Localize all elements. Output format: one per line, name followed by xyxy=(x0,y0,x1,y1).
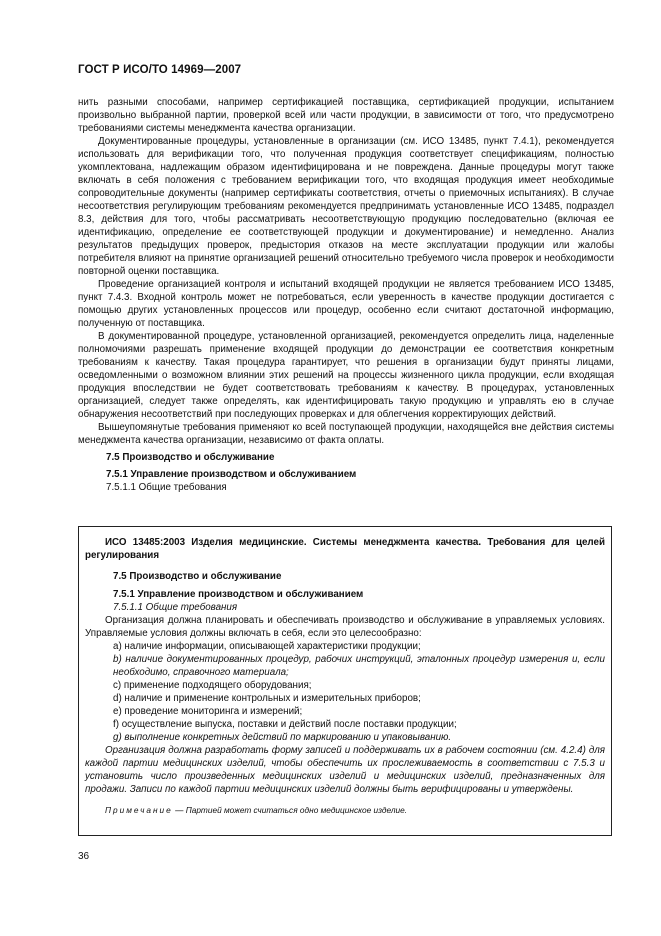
section-heading-7-5-1: 7.5.1 Управление производством и обслуживанием xyxy=(106,469,357,480)
list-item-d: d) наличие и применение контрольных и измерительных приборов; xyxy=(113,693,421,704)
list-item-f: f) осуществление выпуска, поставки и действий после поставки продукции; xyxy=(113,719,457,730)
box-heading-7-5: 7.5 Производство и обслуживание xyxy=(113,571,282,582)
list-item-c: c) применение подходящего оборудования; xyxy=(113,680,312,691)
standard-quote-box xyxy=(78,526,612,836)
paragraph-3: Проведение организацией контроля и испытаний входящей продукции не является требованием ИСО 13485, пункт 7.4.3. Входной контроль может не потребоваться, если уверенность в качестве продукции достигается с помощью других установленных процессов или процедур, особенно если считают достаточной информацию, полученную от поставщика. xyxy=(78,279,614,329)
paragraph-5: Вышеупомянутые требования применяют ко всей поступающей продукции, находящейся вне действия системы менеджмента качества организации, независимо от факта оплаты. xyxy=(78,422,614,446)
section-heading-7-5-1-1: 7.5.1.1 Общие требования xyxy=(106,482,227,493)
box-closing: Организация должна разработать форму записей и поддерживать их в рабочем состоянии (см. 4.2.4) для каждой партии медицинских изделий, чтобы обеспечить их прослеживаемость в соответствии с 7.5.3 и установить число произведенных медицинских изделий и медицинских изделий, предназначенных для продажи. Записи по каждой партии медицинских изделий должны быть верифицированы и утверждены. xyxy=(85,745,605,795)
box-intro: Организация должна планировать и обеспечивать производство и обслуживание в управляемых условиях. Управляемые условия должны включать в себя, если это целесообразно: xyxy=(85,615,605,639)
list-item-a: a) наличие информации, описывающей характеристики продукции; xyxy=(113,641,421,652)
standard-title: ИСО 13485:2003 Изделия медицинские. Системы менеджмента качества. Требования для целей регулирования xyxy=(85,537,605,561)
box-note xyxy=(85,804,605,817)
box-heading-7-5-1-1: 7.5.1.1 Общие требования xyxy=(113,602,238,613)
paragraph-4: В документированной процедуре, установленной организацией, рекомендуется определить лица, наделенные полномочиями разрешать применение входящей продукции до демонстрации ее соответствия конкретным требованиям к качеству. Такая процедура гарантирует, что решения в организации будут приняты лицами, осведомленными о возможном влиянии этих решений на процессы жизненного цикла продукции, если входящая продукция впоследствии не будет соответствовать требованиям к качеству. В процедурах, установленных организацией, следует также определять, как идентифицировать такую продукцию и управлять ею в случае обнаружения несоответствий при последующих проверках и для облегчения корректирующих действий. xyxy=(78,331,614,420)
list-item-b: b) наличие документированных процедур, рабочих инструкций, эталонных процедур измерения и, если необходимо, справочного материала; xyxy=(113,654,605,678)
note-label: Примечание xyxy=(105,805,173,815)
note-text: — Партией может считаться одно медицинское изделие. xyxy=(175,805,408,815)
paragraph-1: нить разными способами, например сертификацией поставщика, сертификацией продукции, испытанием произвольно выбранной партии, проверкой всей или части продукции, в зависимости от того, что предусмотрено требованиями системы менеджмента качества организации. xyxy=(78,97,614,134)
list-item-g: g) выполнение конкретных действий по маркированию и упаковыванию. xyxy=(113,732,452,743)
list-item-e: e) проведение мониторинга и измерений; xyxy=(113,706,303,717)
box-heading-7-5-1: 7.5.1 Управление производством и обслуживанием xyxy=(113,589,364,600)
paragraph-2: Документированные процедуры, установленные в организации (см. ИСО 13485, пункт 7.4.1), рекомендуется использовать для верификации того, что полученная продукция соответствует спецификациям, полностью укомплектована, надлежащим образом идентифицирована и не повреждена. Данные процедуры могут также включать в себя положения с требованием верификации того, что входящая продукция имеет необходимые сопроводительные документы (например сертификаты соответствия, отчеты о приемочных испытаниях). В случае несоответствия регулирующим требованиям рекомендуется предпринимать установленные ИСО 13485, подраздел 8.3, действия для того, чтобы рассматривать несоответствующую продукцию последовательно (включая ее идентификацию, определение ее соответствующей продукции и документирование) и немедленно. Анализ результатов предыдущих проверок, предыстория отказов на месте эксплуатации продукции или жалобы потребителя влияют на принятие организацией решений относительно требуемого числа проверок и необходимости повторной оценки поставщика. xyxy=(78,136,614,277)
section-heading-7-5: 7.5 Производство и обслуживание xyxy=(106,452,275,463)
page-number: 36 xyxy=(78,851,90,862)
document-header: ГОСТ Р ИСО/ТО 14969—2007 xyxy=(78,64,242,76)
main-text xyxy=(78,96,614,494)
